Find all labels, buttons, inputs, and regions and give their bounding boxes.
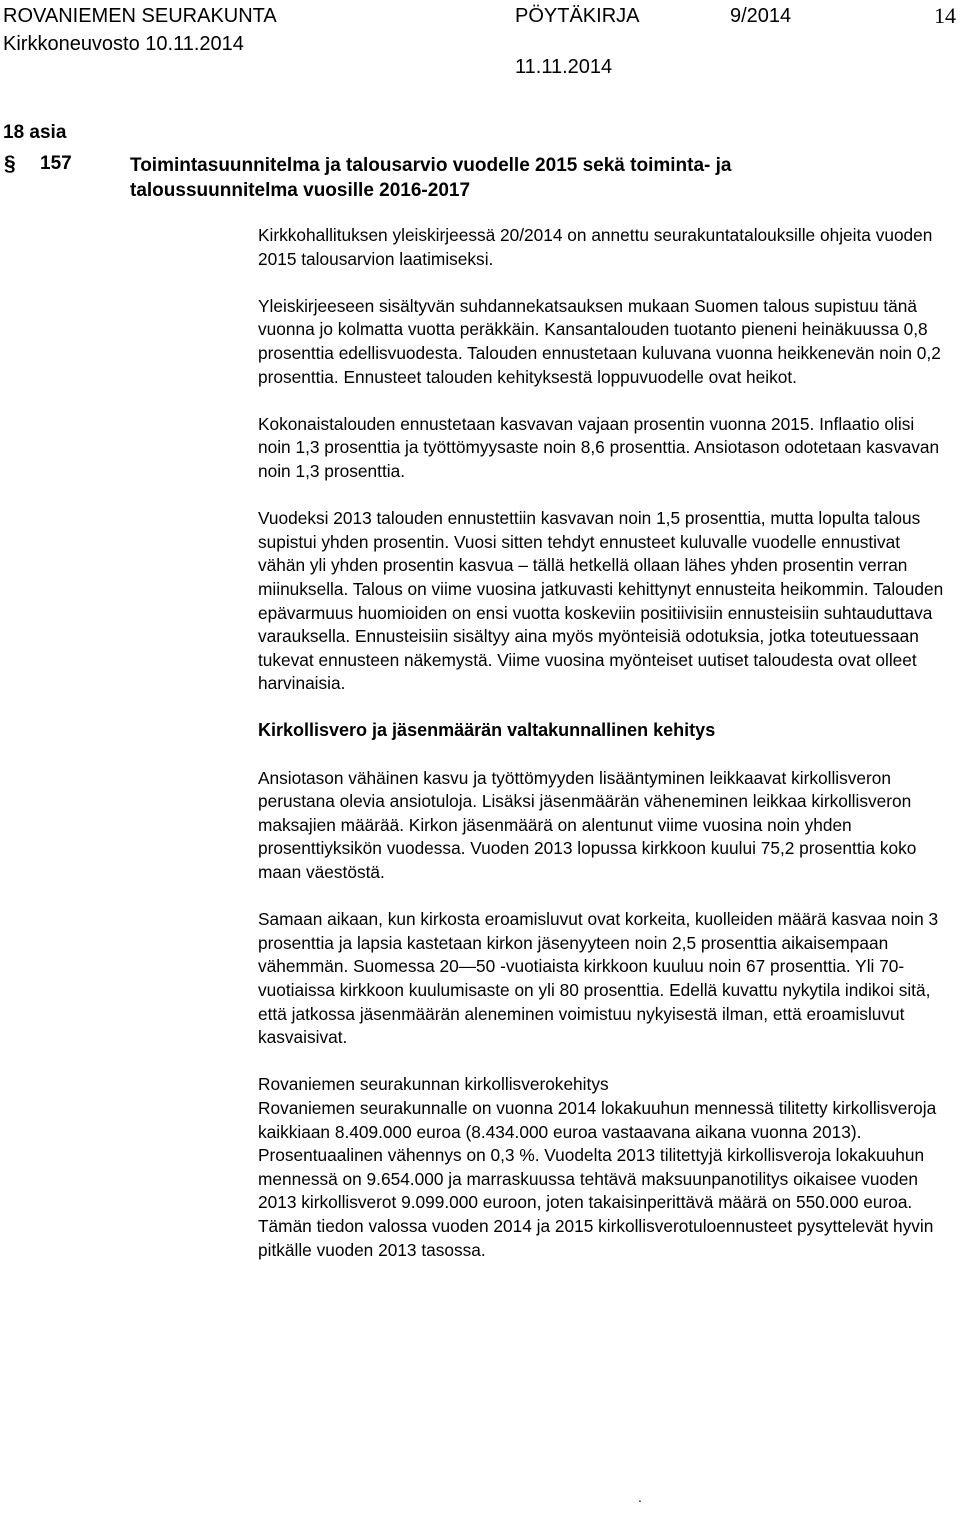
rovaniemi-tax-title: Rovaniemen seurakunnan kirkollisverokehitys [258, 1074, 609, 1095]
header-doc-type: PÖYTÄKIRJA [515, 5, 640, 27]
paragraph-economic-outlook: Yleiskirjeeseen sisältyvän suhdannekatsauksen mukaan Suomen talous supistuu tänä vuonna jo kolmatta vuotta peräkkäin. Kansantalouden tuotanto pieneni heinäkuussa 0,8 prosenttia edellisvuodesta. Talouden ennustetaan kuluvana vuonna heikkenevän noin 0,2 prosenttia. Ennusteet talouden kehityksestä loppuvuodelle ovat heikot. [258, 295, 941, 387]
rovaniemi-tax-text: Rovaniemen seurakunnalle on vuonna 2014 lokakuuhun mennessä tilitetty kirkollisveroja kaikkiaan 8.409.000 euroa (8.434.000 euroa vastaavana aikana vuonna 2013). Prosentuaalinen vähennys on 0,3 %. Vuodelta 2013 tilitettyjä kirkollisveroja lokakuuhun mennessä on 9.654.000 ja marraskuussa tehtävä maksuunpanotilitys oikaisee vuoden 2013 kirkollisverot 9.099.000 euroon, joten takaisinperittävä määrä on 550.000 euroa. Tämän tiedon valossa vuoden 2014 ja 2015 kirkollisverotuloennusteet pysyttelevät hyvin pitkälle vuoden 2013 tasossa. [258, 1097, 937, 1260]
section-sign: § [4, 152, 16, 175]
document-body [258, 224, 948, 1286]
header-parish: ROVANIEMEN SEURAKUNTA [3, 5, 277, 27]
header-doc-number: 9/2014 [730, 5, 792, 27]
paragraph-forecast-accuracy: Vuodeksi 2013 talouden ennustettiin kasvavan noin 1,5 prosenttia, mutta lopulta talous supistui yhden prosentin. Vuosi sitten tehdyt ennusteet kuluvalle vuodelle ennustivat vähän yli yhden prosentin kasvua – tällä hetkellä ollaan lähes yhden prosentin verran miinuksella. Talous on viime vuosina jatkuvasti kehittynyt ennusteita heikommin. Talouden epävarmuus huomioiden on ensi vuotta koskeviin positiivisiin ennusteisiin suhtauduttava varauksella. Ennusteisiin sisältyy aina myös myönteisiä odotuksia, jotka toteutuessaan tukevat ennusteen näkemystä. Viime vuosina myönteiset uutiset taloudesta ovat olleet harvinaisia. [258, 508, 944, 694]
agenda-item: 18 asia [3, 122, 67, 143]
subheading-church-tax: Kirkollisvero ja jäsenmäärän valtakunnallinen kehitys [258, 720, 716, 741]
agenda-title: Toimintasuunnitelma ja talousarvio vuodelle 2015 sekä toiminta- ja taloussuunnitelma vuosille 2016-2017 [130, 155, 732, 201]
paragraph-forecast-2015: Kokonaistalouden ennustetaan kasvavan vajaan prosentin vuonna 2015. Inflaatio olisi noin 1,3 prosenttia ja työttömyysaste noin 8,6 prosenttia. Ansiotason odotetaan kasvavan noin 1,3 prosenttia. [258, 413, 940, 481]
header-date: 11.11.2014 [515, 56, 613, 78]
paragraph-membership-trends: Samaan aikaan, kun kirkosta eroamisluvut ovat korkeita, kuolleiden määrä kasvaa noin 3 prosenttia ja lapsia kastetaan kirkon jäsenyyteen noin 2,5 prosenttia aikaisempaan vähemmän. Suomessa 20—50 -vuotiaista kirkkoon kuuluu noin 67 prosenttia. Yli 70-vuotiaissa kirkkoon kuulumisaste on yli 80 prosenttia. Edellä kuvattu nykytila indikoi sitä, että jatkossa jäsenmäärän aleneminen voimistuu nykyisestä ilman, että eroamisluvut kasvaisivat. [258, 909, 939, 1048]
header-meeting: Kirkkoneuvosto 10.11.2014 [3, 33, 244, 55]
header-page-number: 14 [934, 3, 956, 28]
section-number: 157 [40, 153, 72, 174]
paragraph-guidance: Kirkkohallituksen yleiskirjeessä 20/2014 on annettu seurakuntatalouksille ohjeita vuoden 2015 talousarvion laatimiseksi. [258, 225, 933, 269]
paragraph-membership-decline: Ansiotason vähäinen kasvu ja työttömyyden lisääntyminen leikkaavat kirkollisveron perustana olevia ansiotuloja. Lisäksi jäsenmäärän väheneminen leikkaa kirkollisveron maksajien määrää. Kirkon jäsenmäärä on alentunut viime vuosina noin yhden prosenttiyksikön vuodessa. Vuoden 2013 lopussa kirkkoon kuului 75,2 prosenttia koko maan väestöstä. [258, 767, 917, 883]
footer-dot: . [638, 1489, 642, 1505]
paragraph-rovaniemi-tax [258, 1073, 948, 1262]
